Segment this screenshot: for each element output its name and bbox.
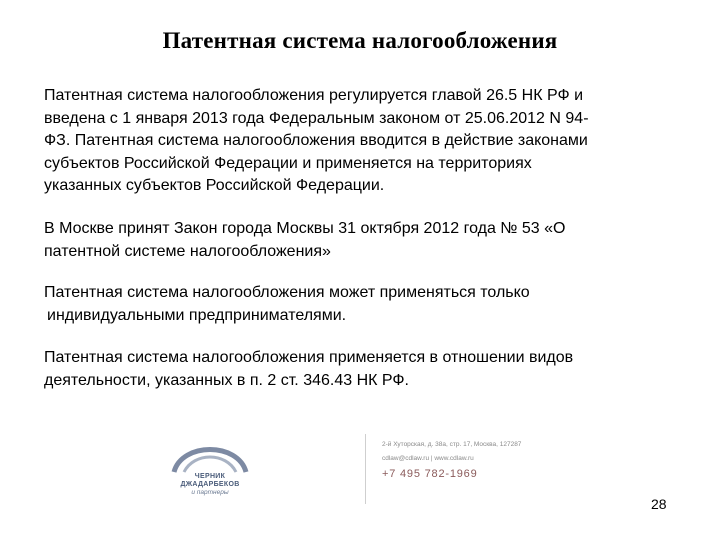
text-line: Патентная система налогообложения может применяться только (44, 284, 530, 301)
web-contacts-text: cdlaw@cdlaw.ru | www.cdlaw.ru (382, 455, 474, 462)
text-line: индивидуальными предпринимателями. (47, 306, 347, 324)
text-line: деятельности, указанных в п. 2 ст. 346.43 НК РФ. (44, 371, 409, 389)
paragraph-moscow-law (44, 218, 674, 263)
footer (160, 428, 580, 508)
text-line: указанных субъектов Российской Федерации. (44, 177, 385, 194)
text-line: Патентная система налогообложения регулируется главой 26.5 НК РФ и (44, 87, 584, 104)
footer-divider (365, 434, 366, 504)
text-line: Патентная система налогообложения применяется в отношении видов (44, 349, 574, 366)
text-line: введена с 1 января 2013 года Федеральным законом от 25.06.2012 N 94- (44, 109, 589, 127)
slide-title: Патентная система налогообложения (162, 28, 558, 53)
paragraph-entrepreneurs (44, 282, 674, 327)
phone-text: +7 495 782-1969 (382, 468, 478, 480)
logo-arc-icon (160, 428, 260, 474)
page-number: 28 (651, 496, 667, 512)
logo-tagline: и партнеры (191, 489, 229, 496)
address-text: 2-й Хуторская, д. 38а, стр. 17, Москва, 127287 (382, 441, 522, 448)
logo-name-line2: ДЖАДАРБЕКОВ (180, 481, 240, 488)
logo-name-line1: ЧЕРНИК (194, 473, 226, 480)
text-line: патентной системе налогообложения» (44, 242, 331, 260)
text-line: субъектов Российской Федерации и применяется на территориях (44, 154, 532, 172)
paragraph-regulation (44, 85, 674, 198)
text-line: ФЗ. Патентная система налогообложения вводится в действие законами (44, 132, 588, 149)
text-line: В Москве принят Закон города Москвы 31 октября 2012 года № 53 «О (44, 220, 566, 237)
contact-block (382, 438, 582, 480)
paragraph-activities (44, 347, 674, 392)
